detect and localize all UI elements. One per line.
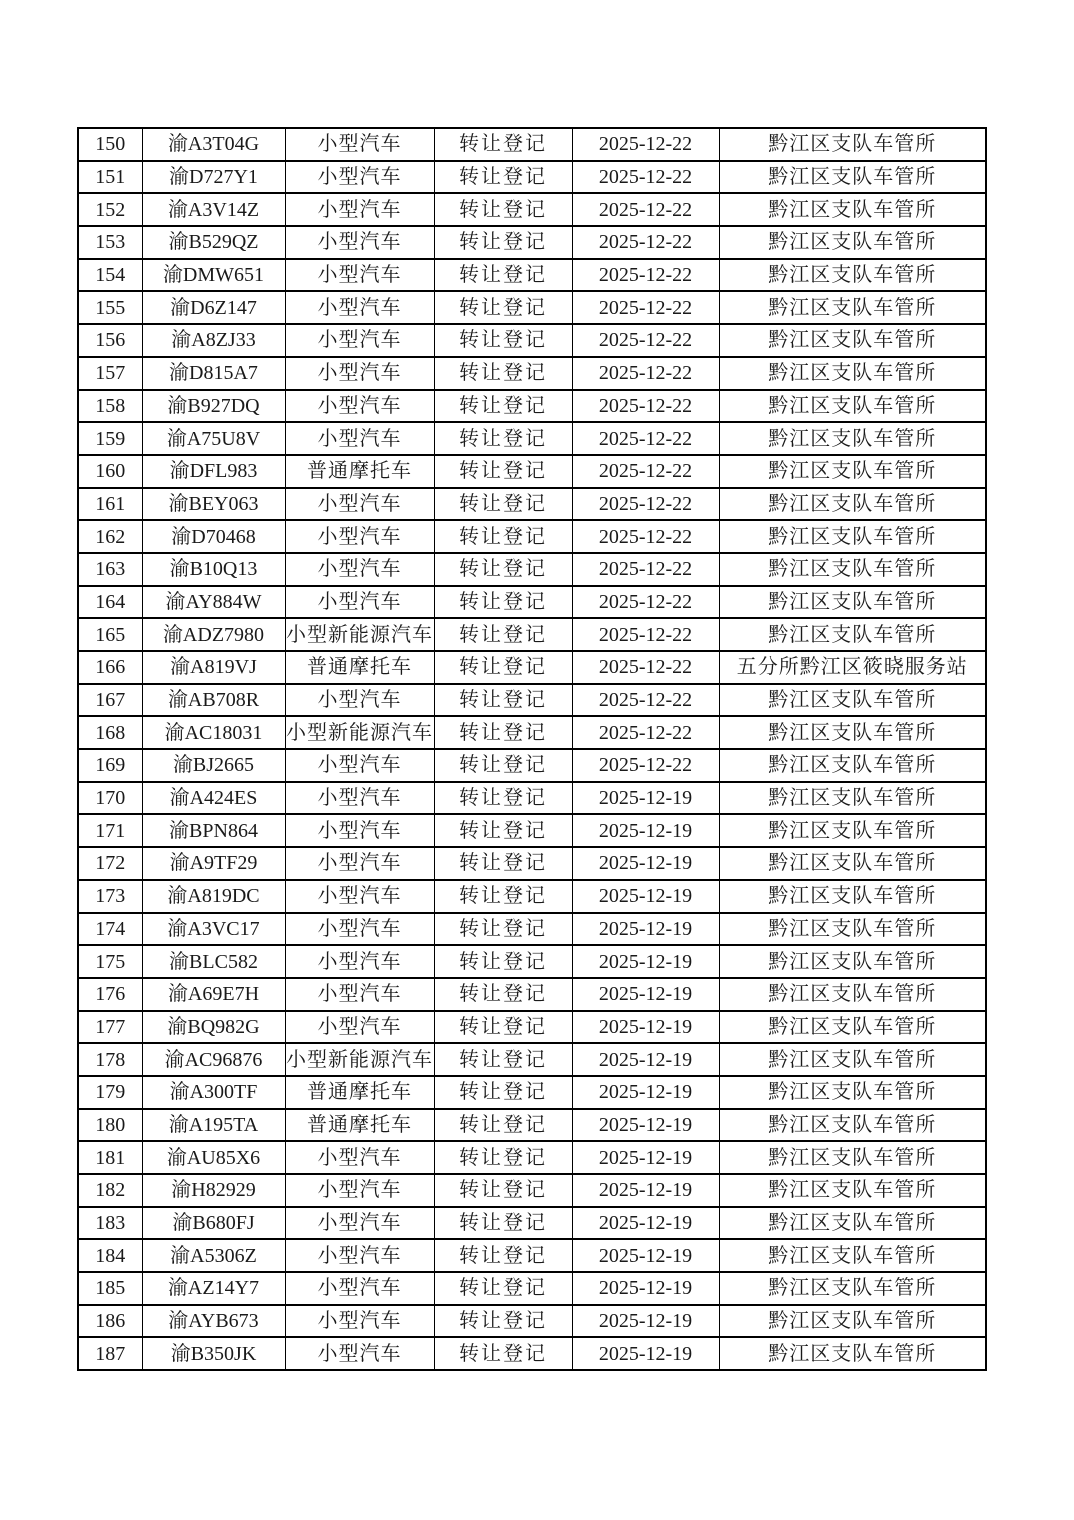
table-row	[78, 455, 986, 488]
cell-registration-type: 转让登记	[434, 324, 572, 357]
cell-date: 2025-12-19	[572, 782, 719, 815]
cell-registration-type: 转让登记	[434, 390, 572, 423]
cell-license-plate: 渝B680FJ	[142, 1207, 285, 1240]
cell-row-number: 180	[78, 1109, 142, 1142]
cell-license-plate: 渝A819VJ	[142, 651, 285, 684]
cell-registration-type: 转让登记	[434, 291, 572, 324]
cell-row-number: 182	[78, 1174, 142, 1207]
cell-registration-type: 转让登记	[434, 520, 572, 553]
table-row	[78, 1174, 986, 1207]
cell-row-number: 184	[78, 1239, 142, 1272]
cell-license-plate: 渝B350JK	[142, 1337, 285, 1370]
cell-row-number: 161	[78, 488, 142, 521]
cell-vehicle-type: 小型汽车	[285, 324, 434, 357]
cell-row-number: 177	[78, 1011, 142, 1044]
cell-registration-type: 转让登记	[434, 128, 572, 161]
table-row	[78, 1109, 986, 1142]
cell-license-plate: 渝AZ14Y7	[142, 1272, 285, 1305]
cell-registration-type: 转让登记	[434, 618, 572, 651]
cell-license-plate: 渝D6Z147	[142, 291, 285, 324]
cell-date: 2025-12-22	[572, 422, 719, 455]
cell-office: 黔江区支队车管所	[719, 749, 986, 782]
cell-registration-type: 转让登记	[434, 1076, 572, 1109]
cell-row-number: 163	[78, 553, 142, 586]
cell-date: 2025-12-22	[572, 291, 719, 324]
cell-registration-type: 转让登记	[434, 1011, 572, 1044]
cell-date: 2025-12-19	[572, 1076, 719, 1109]
cell-office: 黔江区支队车管所	[719, 1076, 986, 1109]
cell-license-plate: 渝D815A7	[142, 357, 285, 390]
cell-license-plate: 渝BJ2665	[142, 749, 285, 782]
cell-license-plate: 渝A9TF29	[142, 847, 285, 880]
cell-vehicle-type: 小型汽车	[285, 226, 434, 259]
cell-office: 黔江区支队车管所	[719, 978, 986, 1011]
cell-row-number: 164	[78, 586, 142, 619]
cell-date: 2025-12-22	[572, 161, 719, 194]
cell-vehicle-type: 小型新能源汽车	[285, 716, 434, 749]
cell-registration-type: 转让登记	[434, 847, 572, 880]
cell-office: 黔江区支队车管所	[719, 880, 986, 913]
cell-row-number: 170	[78, 782, 142, 815]
cell-vehicle-type: 小型汽车	[285, 978, 434, 1011]
table-row	[78, 422, 986, 455]
cell-date: 2025-12-22	[572, 716, 719, 749]
cell-license-plate: 渝A424ES	[142, 782, 285, 815]
cell-office: 黔江区支队车管所	[719, 291, 986, 324]
cell-license-plate: 渝B927DQ	[142, 390, 285, 423]
cell-license-plate: 渝A195TA	[142, 1109, 285, 1142]
cell-row-number: 183	[78, 1207, 142, 1240]
table-row	[78, 1272, 986, 1305]
table-row	[78, 128, 986, 161]
cell-row-number: 159	[78, 422, 142, 455]
cell-date: 2025-12-22	[572, 193, 719, 226]
cell-license-plate: 渝DFL983	[142, 455, 285, 488]
cell-office: 黔江区支队车管所	[719, 357, 986, 390]
cell-office: 黔江区支队车管所	[719, 193, 986, 226]
cell-license-plate: 渝AYB673	[142, 1305, 285, 1338]
cell-vehicle-type: 小型汽车	[285, 1141, 434, 1174]
table-row	[78, 1337, 986, 1370]
cell-row-number: 181	[78, 1141, 142, 1174]
cell-registration-type: 转让登记	[434, 488, 572, 521]
cell-registration-type: 转让登记	[434, 586, 572, 619]
cell-registration-type: 转让登记	[434, 455, 572, 488]
cell-vehicle-type: 小型汽车	[285, 1011, 434, 1044]
cell-license-plate: 渝A300TF	[142, 1076, 285, 1109]
cell-registration-type: 转让登记	[434, 782, 572, 815]
cell-row-number: 173	[78, 880, 142, 913]
cell-vehicle-type: 小型汽车	[285, 1272, 434, 1305]
cell-registration-type: 转让登记	[434, 684, 572, 717]
cell-office: 黔江区支队车管所	[719, 1337, 986, 1370]
cell-date: 2025-12-19	[572, 1043, 719, 1076]
cell-date: 2025-12-22	[572, 128, 719, 161]
cell-row-number: 179	[78, 1076, 142, 1109]
cell-date: 2025-12-22	[572, 357, 719, 390]
table-row	[78, 945, 986, 978]
cell-date: 2025-12-22	[572, 455, 719, 488]
cell-row-number: 151	[78, 161, 142, 194]
cell-license-plate: 渝A3VC17	[142, 913, 285, 946]
cell-office: 黔江区支队车管所	[719, 1043, 986, 1076]
cell-row-number: 174	[78, 913, 142, 946]
cell-office: 黔江区支队车管所	[719, 455, 986, 488]
table-row	[78, 913, 986, 946]
cell-vehicle-type: 小型汽车	[285, 357, 434, 390]
cell-row-number: 167	[78, 684, 142, 717]
cell-vehicle-type: 普通摩托车	[285, 455, 434, 488]
table-row	[78, 1043, 986, 1076]
table-row	[78, 1076, 986, 1109]
cell-license-plate: 渝BPN864	[142, 814, 285, 847]
cell-row-number: 152	[78, 193, 142, 226]
cell-license-plate: 渝A5306Z	[142, 1239, 285, 1272]
cell-registration-type: 转让登记	[434, 161, 572, 194]
cell-vehicle-type: 小型汽车	[285, 945, 434, 978]
cell-vehicle-type: 小型汽车	[285, 1207, 434, 1240]
cell-vehicle-type: 小型汽车	[285, 749, 434, 782]
cell-row-number: 154	[78, 259, 142, 292]
cell-registration-type: 转让登记	[434, 226, 572, 259]
cell-license-plate: 渝A69E7H	[142, 978, 285, 1011]
cell-office: 黔江区支队车管所	[719, 782, 986, 815]
cell-date: 2025-12-22	[572, 488, 719, 521]
cell-date: 2025-12-22	[572, 520, 719, 553]
cell-date: 2025-12-22	[572, 618, 719, 651]
cell-date: 2025-12-19	[572, 1207, 719, 1240]
cell-row-number: 156	[78, 324, 142, 357]
cell-date: 2025-12-22	[572, 390, 719, 423]
cell-registration-type: 转让登记	[434, 978, 572, 1011]
cell-date: 2025-12-22	[572, 684, 719, 717]
table-row	[78, 847, 986, 880]
cell-date: 2025-12-19	[572, 978, 719, 1011]
cell-office: 黔江区支队车管所	[719, 716, 986, 749]
cell-vehicle-type: 小型汽车	[285, 259, 434, 292]
cell-registration-type: 转让登记	[434, 651, 572, 684]
cell-license-plate: 渝DMW651	[142, 259, 285, 292]
cell-vehicle-type: 小型汽车	[285, 1337, 434, 1370]
cell-office: 黔江区支队车管所	[719, 1011, 986, 1044]
table-row	[78, 684, 986, 717]
cell-registration-type: 转让登记	[434, 1305, 572, 1338]
cell-row-number: 178	[78, 1043, 142, 1076]
cell-registration-type: 转让登记	[434, 1239, 572, 1272]
cell-office: 黔江区支队车管所	[719, 488, 986, 521]
cell-vehicle-type: 小型汽车	[285, 193, 434, 226]
cell-vehicle-type: 小型汽车	[285, 782, 434, 815]
cell-row-number: 187	[78, 1337, 142, 1370]
cell-license-plate: 渝A75U8V	[142, 422, 285, 455]
records-table-body	[78, 128, 986, 1370]
cell-license-plate: 渝A819DC	[142, 880, 285, 913]
cell-license-plate: 渝AC96876	[142, 1043, 285, 1076]
table-row	[78, 390, 986, 423]
cell-office: 五分所黔江区筱晓服务站	[719, 651, 986, 684]
cell-registration-type: 转让登记	[434, 1043, 572, 1076]
cell-row-number: 160	[78, 455, 142, 488]
cell-row-number: 153	[78, 226, 142, 259]
table-row	[78, 814, 986, 847]
cell-date: 2025-12-19	[572, 1239, 719, 1272]
cell-license-plate: 渝AC18031	[142, 716, 285, 749]
cell-vehicle-type: 小型汽车	[285, 553, 434, 586]
table-row	[78, 749, 986, 782]
cell-vehicle-type: 小型汽车	[285, 128, 434, 161]
cell-office: 黔江区支队车管所	[719, 847, 986, 880]
table-row	[78, 880, 986, 913]
cell-office: 黔江区支队车管所	[719, 1239, 986, 1272]
cell-license-plate: 渝A3T04G	[142, 128, 285, 161]
cell-date: 2025-12-19	[572, 945, 719, 978]
cell-vehicle-type: 小型新能源汽车	[285, 618, 434, 651]
cell-registration-type: 转让登记	[434, 1272, 572, 1305]
cell-office: 黔江区支队车管所	[719, 1207, 986, 1240]
cell-registration-type: 转让登记	[434, 1141, 572, 1174]
cell-office: 黔江区支队车管所	[719, 1141, 986, 1174]
cell-office: 黔江区支队车管所	[719, 618, 986, 651]
table-row	[78, 1011, 986, 1044]
cell-row-number: 168	[78, 716, 142, 749]
cell-license-plate: 渝D727Y1	[142, 161, 285, 194]
cell-vehicle-type: 小型汽车	[285, 1239, 434, 1272]
cell-office: 黔江区支队车管所	[719, 1174, 986, 1207]
cell-license-plate: 渝D70468	[142, 520, 285, 553]
cell-license-plate: 渝A8ZJ33	[142, 324, 285, 357]
cell-row-number: 166	[78, 651, 142, 684]
cell-registration-type: 转让登记	[434, 814, 572, 847]
cell-date: 2025-12-22	[572, 553, 719, 586]
cell-license-plate: 渝ADZ7980	[142, 618, 285, 651]
cell-office: 黔江区支队车管所	[719, 390, 986, 423]
cell-registration-type: 转让登记	[434, 1207, 572, 1240]
cell-license-plate: 渝B529QZ	[142, 226, 285, 259]
cell-office: 黔江区支队车管所	[719, 259, 986, 292]
cell-office: 黔江区支队车管所	[719, 128, 986, 161]
cell-office: 黔江区支队车管所	[719, 422, 986, 455]
table-row	[78, 1207, 986, 1240]
table-row	[78, 259, 986, 292]
cell-row-number: 157	[78, 357, 142, 390]
cell-registration-type: 转让登记	[434, 945, 572, 978]
cell-date: 2025-12-19	[572, 1272, 719, 1305]
cell-registration-type: 转让登记	[434, 357, 572, 390]
vehicle-records-table	[77, 127, 987, 1371]
table-row	[78, 488, 986, 521]
table-row	[78, 161, 986, 194]
table-row	[78, 291, 986, 324]
cell-row-number: 162	[78, 520, 142, 553]
cell-date: 2025-12-22	[572, 651, 719, 684]
cell-row-number: 155	[78, 291, 142, 324]
cell-license-plate: 渝B10Q13	[142, 553, 285, 586]
cell-row-number: 150	[78, 128, 142, 161]
cell-vehicle-type: 小型汽车	[285, 1305, 434, 1338]
cell-office: 黔江区支队车管所	[719, 161, 986, 194]
cell-row-number: 185	[78, 1272, 142, 1305]
cell-registration-type: 转让登记	[434, 422, 572, 455]
cell-row-number: 171	[78, 814, 142, 847]
cell-row-number: 176	[78, 978, 142, 1011]
cell-vehicle-type: 普通摩托车	[285, 1076, 434, 1109]
cell-vehicle-type: 小型汽车	[285, 291, 434, 324]
cell-vehicle-type: 小型汽车	[285, 913, 434, 946]
cell-office: 黔江区支队车管所	[719, 1109, 986, 1142]
table-row	[78, 618, 986, 651]
cell-row-number: 186	[78, 1305, 142, 1338]
cell-registration-type: 转让登记	[434, 1337, 572, 1370]
cell-vehicle-type: 小型汽车	[285, 161, 434, 194]
table-row	[78, 782, 986, 815]
cell-license-plate: 渝AY884W	[142, 586, 285, 619]
cell-date: 2025-12-22	[572, 586, 719, 619]
table-row	[78, 978, 986, 1011]
cell-date: 2025-12-19	[572, 1174, 719, 1207]
cell-row-number: 158	[78, 390, 142, 423]
cell-vehicle-type: 小型汽车	[285, 1174, 434, 1207]
cell-registration-type: 转让登记	[434, 716, 572, 749]
cell-office: 黔江区支队车管所	[719, 520, 986, 553]
cell-registration-type: 转让登记	[434, 749, 572, 782]
cell-vehicle-type: 小型汽车	[285, 880, 434, 913]
cell-vehicle-type: 小型汽车	[285, 520, 434, 553]
cell-office: 黔江区支队车管所	[719, 814, 986, 847]
cell-row-number: 175	[78, 945, 142, 978]
cell-registration-type: 转让登记	[434, 880, 572, 913]
cell-date: 2025-12-19	[572, 1109, 719, 1142]
cell-date: 2025-12-19	[572, 913, 719, 946]
cell-office: 黔江区支队车管所	[719, 1305, 986, 1338]
cell-row-number: 172	[78, 847, 142, 880]
cell-vehicle-type: 小型汽车	[285, 586, 434, 619]
cell-date: 2025-12-19	[572, 1305, 719, 1338]
cell-date: 2025-12-22	[572, 324, 719, 357]
cell-office: 黔江区支队车管所	[719, 226, 986, 259]
cell-office: 黔江区支队车管所	[719, 586, 986, 619]
cell-vehicle-type: 小型汽车	[285, 422, 434, 455]
cell-vehicle-type: 普通摩托车	[285, 1109, 434, 1142]
cell-license-plate: 渝AU85X6	[142, 1141, 285, 1174]
cell-registration-type: 转让登记	[434, 913, 572, 946]
table-row	[78, 520, 986, 553]
cell-vehicle-type: 小型汽车	[285, 390, 434, 423]
table-row	[78, 716, 986, 749]
table-row	[78, 651, 986, 684]
cell-registration-type: 转让登记	[434, 1109, 572, 1142]
cell-row-number: 169	[78, 749, 142, 782]
cell-date: 2025-12-19	[572, 814, 719, 847]
table-row	[78, 586, 986, 619]
table-row	[78, 324, 986, 357]
cell-vehicle-type: 小型汽车	[285, 814, 434, 847]
cell-license-plate: 渝BEY063	[142, 488, 285, 521]
table-row	[78, 226, 986, 259]
cell-license-plate: 渝H82929	[142, 1174, 285, 1207]
cell-license-plate: 渝AB708R	[142, 684, 285, 717]
cell-license-plate: 渝BQ982G	[142, 1011, 285, 1044]
cell-date: 2025-12-19	[572, 847, 719, 880]
cell-office: 黔江区支队车管所	[719, 684, 986, 717]
cell-date: 2025-12-19	[572, 880, 719, 913]
cell-date: 2025-12-19	[572, 1337, 719, 1370]
cell-registration-type: 转让登记	[434, 193, 572, 226]
cell-registration-type: 转让登记	[434, 1174, 572, 1207]
cell-registration-type: 转让登记	[434, 553, 572, 586]
table-row	[78, 1305, 986, 1338]
cell-vehicle-type: 小型汽车	[285, 488, 434, 521]
cell-date: 2025-12-22	[572, 749, 719, 782]
cell-office: 黔江区支队车管所	[719, 1272, 986, 1305]
cell-office: 黔江区支队车管所	[719, 324, 986, 357]
cell-date: 2025-12-19	[572, 1011, 719, 1044]
cell-vehicle-type: 小型汽车	[285, 847, 434, 880]
table-row	[78, 357, 986, 390]
cell-date: 2025-12-22	[572, 259, 719, 292]
table-row	[78, 1141, 986, 1174]
cell-license-plate: 渝BLC582	[142, 945, 285, 978]
cell-row-number: 165	[78, 618, 142, 651]
cell-vehicle-type: 小型汽车	[285, 684, 434, 717]
cell-vehicle-type: 小型新能源汽车	[285, 1043, 434, 1076]
cell-registration-type: 转让登记	[434, 259, 572, 292]
table-row	[78, 1239, 986, 1272]
cell-office: 黔江区支队车管所	[719, 945, 986, 978]
cell-office: 黔江区支队车管所	[719, 553, 986, 586]
cell-license-plate: 渝A3V14Z	[142, 193, 285, 226]
cell-date: 2025-12-19	[572, 1141, 719, 1174]
cell-date: 2025-12-22	[572, 226, 719, 259]
cell-vehicle-type: 普通摩托车	[285, 651, 434, 684]
table-row	[78, 193, 986, 226]
table-row	[78, 553, 986, 586]
cell-office: 黔江区支队车管所	[719, 913, 986, 946]
